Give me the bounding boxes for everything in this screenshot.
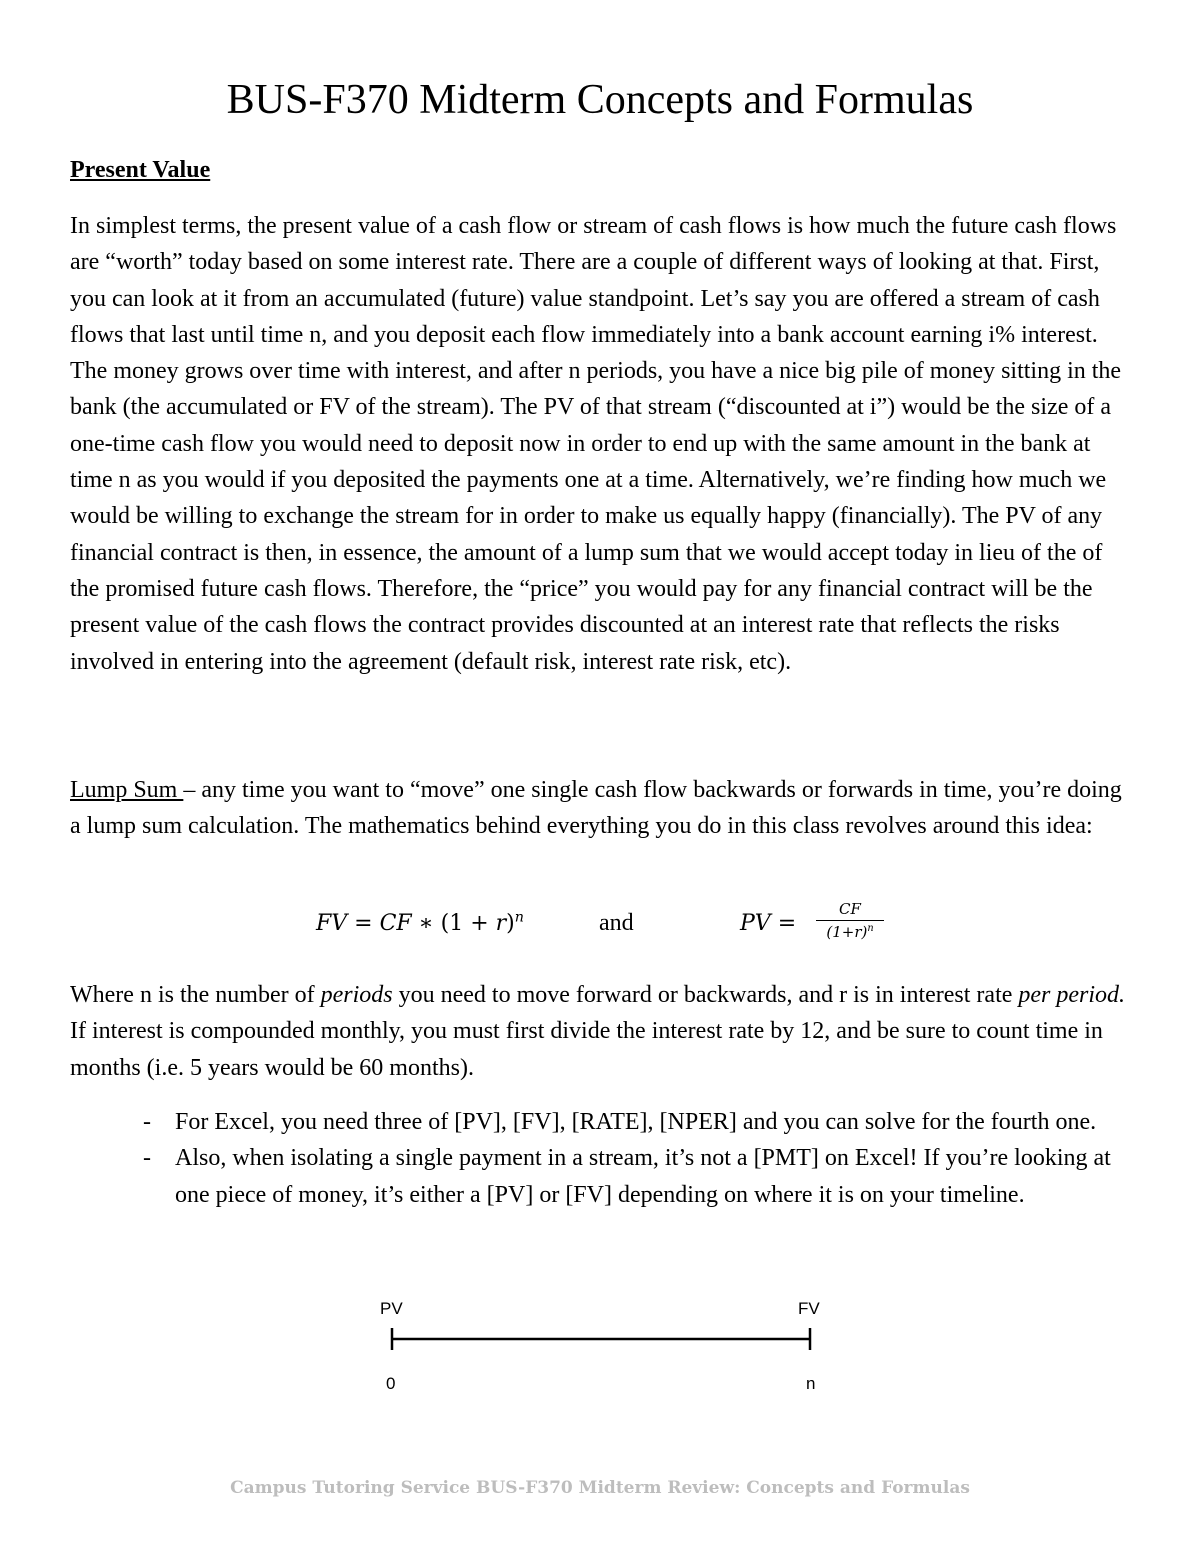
timeline-axis — [370, 1324, 850, 1360]
fv-close-paren: ) — [506, 911, 515, 936]
dash-bullet: - — [143, 1145, 151, 1172]
dash-bullet: - — [143, 1109, 151, 1135]
formula-and-word: and — [599, 910, 634, 936]
list-item-text: For Excel, you need three of [PV], [FV], [RATE], [NPER] and you can solve for the fourth one. — [175, 1109, 1097, 1135]
lump-sum-paragraph — [70, 772, 1132, 845]
pv-denominator-base: (1+r) — [826, 923, 868, 941]
pv-denominator-exponent: n — [867, 923, 874, 935]
present-value-paragraph: In simplest terms, the present value of a cash flow or stream of cash flows is how much the future cash flows are “worth” today based on some interest rate. There are a couple of different ways of looking at that. First, you can look at it from an accumulated (future) value standpoint. Let’s say you are offered a stream of cash flows that last until time n, and you deposit each flow immediately into a bank account earning i% interest. The money grows over time with interest, and after n periods, you have a nice big pile of money sitting in the bank (the accumulated or FV of the stream). The PV of that stream (“discounted at i”) would be the size of a one-time cash flow you would need to deposit now in order to end up with the same amount in the bank at time n as you would if you deposited the payments one at a time. Alternatively, we’re finding how much we would be willing to exchange the stream for in order to make us equally happy (financially). The PV of any financial contract is then, in essence, the amount of a lump sum that we would accept today in lieu of the of the promised future cash flows. Therefore, the “price” you would pay for any financial contract will be the present value of the cash flows the contract provides discounted at an interest rate that reflects the risks involved in entering into the agreement (default risk, interest rate risk, etc). — [70, 213, 1122, 675]
pv-numerator: CF — [839, 900, 861, 918]
list-item — [140, 1140, 1135, 1213]
pv-denominator — [816, 923, 884, 942]
fv-exponent: n — [514, 909, 524, 926]
list-item — [140, 1104, 1135, 1140]
pv-fraction — [816, 900, 884, 942]
lump-sum-formulas — [0, 898, 1200, 954]
where-paragraph — [70, 977, 1132, 1086]
timeline-fv-label: FV — [798, 1299, 820, 1318]
timeline-start-time: 0 — [386, 1374, 396, 1393]
fv-multiply: ∗ — [411, 911, 441, 936]
fv-rate: r — [495, 911, 507, 936]
timeline-pv-label: PV — [380, 1299, 403, 1318]
lump-sum-text: – any time you want to “move” one single cash flow backwards or forwards in time, you’re doing a lump sum calculation. The mathematics behind everything you do in this class revolves around this idea: — [70, 777, 1122, 840]
fv-formula — [316, 909, 524, 939]
pv-equals: = — [770, 911, 797, 936]
timeline-end-time: n — [806, 1374, 816, 1393]
excel-tips-list — [140, 1104, 1135, 1213]
pv-formula — [740, 909, 796, 939]
fraction-bar — [816, 920, 884, 921]
fv-symbol: FV — [316, 911, 348, 936]
lump-sum-heading: Lump Sum — [70, 777, 184, 803]
where-text-3: If interest is compounded monthly, you must first divide the interest rate by 12, and be sure to count time in months (i.e. 5 years would be 60 months). — [70, 1018, 1103, 1081]
per-period-emphasis: per period. — [1018, 982, 1126, 1008]
fv-open-paren: (1 + — [440, 911, 496, 936]
where-text-2: you need to move forward or backwards, and r is in interest rate — [392, 982, 1019, 1008]
fv-cash-flow: CF — [379, 911, 412, 936]
periods-emphasis: periods — [320, 982, 393, 1008]
document-title: BUS-F370 Midterm Concepts and Formulas — [226, 77, 974, 123]
present-value-heading: Present Value — [70, 157, 211, 183]
pv-symbol: PV — [740, 911, 771, 936]
where-text-1: Where n is the number of — [70, 982, 321, 1008]
fv-equals: = — [347, 911, 380, 936]
pv-fv-timeline — [370, 1294, 850, 1404]
page-footer: Campus Tutoring Service BUS-F370 Midterm Review: Concepts and Formulas — [230, 1478, 970, 1498]
list-item-text: Also, when isolating a single payment in a stream, it’s not a [PMT] on Excel! If you’re looking at one piece of money, it’s either a [PV] or [FV] depending on where it is on your timeline. — [175, 1145, 1111, 1208]
